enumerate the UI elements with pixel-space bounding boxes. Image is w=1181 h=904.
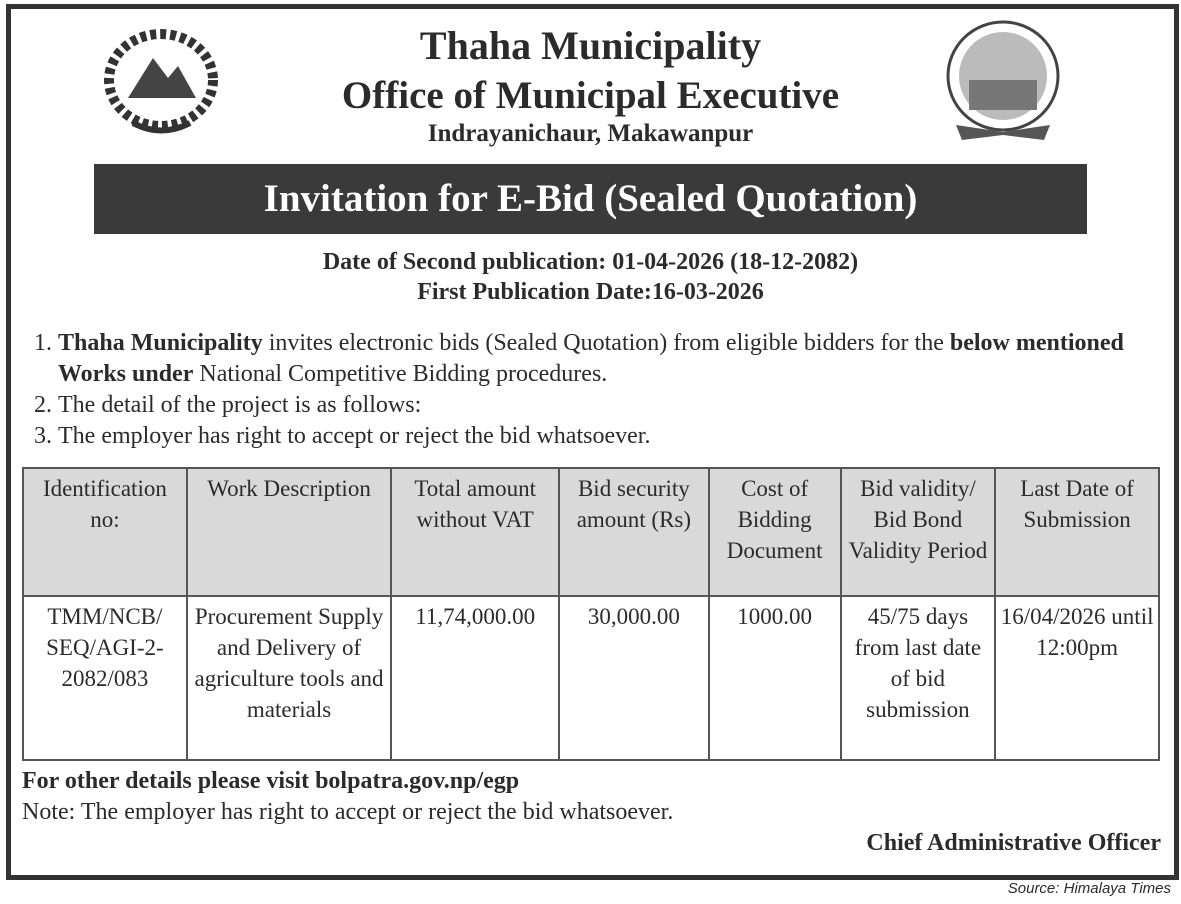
text: National Competitive Bidding procedures. (193, 361, 608, 387)
first-publication-date: First Publication Date:16-03-2026 (417, 279, 764, 305)
column-header: Identification no: (23, 468, 187, 596)
address: Indrayanichaur, Makawanpur (427, 120, 754, 147)
column-header: Cost of Bidding Document (709, 468, 841, 596)
column-header: Bid validity/ Bid Bond Validity Period (841, 468, 996, 596)
bold-text: Thaha Municipality (58, 330, 263, 356)
notice-banner: Invitation for E-Bid (Sealed Quotation) (94, 164, 1087, 234)
list-item: 3. The employer has right to accept or reject the bid whatsoever. (58, 421, 1167, 452)
details-link-text: For other details please visit bolpatra.gov.np/egp (22, 768, 520, 794)
notice-points (22, 328, 1167, 452)
table-cell: TMM/NCB/ SEQ/AGI-2- 2082/083 (23, 596, 187, 760)
table-cell: 16/04/2026 until 12:00pm (995, 596, 1159, 760)
list-item (58, 328, 1167, 390)
table-row (23, 596, 1159, 760)
source-credit: Source: Himalaya Times (1007, 880, 1171, 897)
text: invites electronic bids (Sealed Quotation) from eligible bidders for the (262, 330, 950, 356)
column-header: Bid security amount (Rs) (559, 468, 709, 596)
table-cell: 1000.00 (709, 596, 841, 760)
bold-text: below mentioned Works under (58, 330, 1124, 387)
table-cell: Procurement Supply and Delivery of agriculture tools and materials (187, 596, 391, 760)
table-header-row (23, 468, 1159, 596)
note-text: Note: The employer has right to accept or reject the bid whatsoever. (22, 799, 674, 825)
column-header: Total amount without VAT (391, 468, 559, 596)
table-cell: 11,74,000.00 (391, 596, 559, 760)
office-title: Office of Municipal Executive (341, 74, 840, 117)
column-header: Last Date of Submission (995, 468, 1159, 596)
table-cell: 45/75 days from last date of bid submission (841, 596, 996, 760)
municipality-title: Thaha Municipality (419, 23, 762, 68)
second-publication-date: Date of Second publication: 01-04-2026 (18-12-2082) (322, 249, 859, 275)
list-item: 2. The detail of the project is as follows: (58, 390, 1167, 421)
bid-table (22, 467, 1160, 761)
table-cell: 30,000.00 (559, 596, 709, 760)
column-header: Work Description (187, 468, 391, 596)
signature: Chief Administrative Officer (866, 830, 1161, 856)
